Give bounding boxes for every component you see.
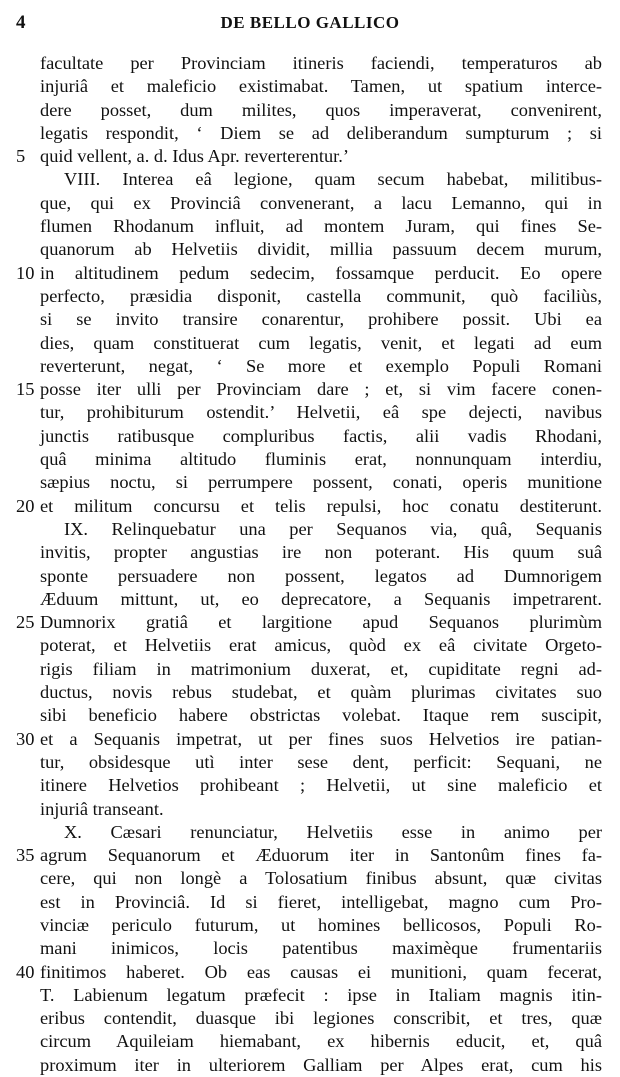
line-text: Æduum mittunt, ut, eo deprecatore, a Sequanis impetrarent. — [40, 588, 602, 609]
line-text: in altitudinem pedum sedecim, fossamque perducit. Eo opere — [40, 262, 602, 283]
text-line — [40, 751, 602, 774]
text-line — [16, 961, 602, 984]
text-line — [40, 332, 602, 355]
line-text: quid vellent, a. d. Idus Apr. reverterentur.’ — [40, 146, 349, 167]
line-text: facultate per Provinciam itineris faciendi, temperaturos ab — [40, 53, 602, 73]
text-line — [40, 634, 602, 657]
text-line — [40, 1054, 602, 1077]
line-number: 15 — [16, 379, 35, 400]
line-text: tur, obsidesque utì inter sese dent, perficit: Sequani, ne — [40, 751, 602, 772]
text-line — [40, 541, 602, 564]
text-line — [40, 914, 602, 937]
line-text: X. Cæsari renunciatur, Helvetiis esse in animo per — [64, 821, 602, 842]
line-number: 10 — [16, 262, 35, 283]
line-text: agrum Sequanorum et Æduorum iter in Santonûm fines fa- — [40, 845, 602, 866]
body-text — [16, 52, 602, 1077]
text-line — [40, 588, 602, 611]
line-text: vinciæ periculo futurum, ut homines bellicosos, Populi Ro- — [40, 914, 602, 935]
line-text: injuriâ transeant. — [40, 798, 164, 819]
line-text: et militum concursu et telis repulsi, hoc conatu destiterunt. — [40, 495, 602, 516]
text-line — [40, 681, 602, 704]
line-number: 30 — [16, 728, 35, 749]
line-text: injuriâ et maleficio existimabat. Tamen, ut spatium interce- — [40, 76, 602, 97]
line-number: 20 — [16, 495, 35, 516]
line-text: poterat, et Helvetiis erat amicus, quòd ex eâ civitate Orgeto- — [40, 635, 602, 656]
line-text: eribus contendit, duasque ibi legiones conscribit, et tres, quæ — [40, 1008, 602, 1029]
line-text: mani inimicos, locis patentibus maximèque frumentariis — [40, 938, 602, 959]
text-line — [16, 495, 602, 518]
text-line — [40, 704, 602, 727]
line-text: tur, prohibiturum ostendit.’ Helvetii, eâ spe dejecti, navibus — [40, 402, 602, 423]
line-number: 5 — [16, 146, 26, 167]
text-line — [16, 378, 602, 401]
line-text: que, qui ex Provinciâ convenerant, a lacu Lemanno, qui in — [40, 192, 602, 213]
line-text: flumen Rhodanum influit, ad montem Juram, qui fines Se- — [40, 216, 602, 237]
text-line — [40, 658, 602, 681]
line-text: sponte persuadere non possent, legatos ad Dumnorigem — [40, 565, 602, 586]
line-text: et a Sequanis impetrat, ut per fines suos Helvetios ire patian- — [40, 728, 602, 749]
text-line — [40, 99, 602, 122]
text-line — [40, 192, 602, 215]
text-line — [40, 285, 602, 308]
text-line — [40, 448, 602, 471]
line-number: 35 — [16, 845, 35, 866]
page-number: 4 — [16, 12, 26, 33]
line-text: si se invito transire conarentur, prohibere possit. Ubi ea — [40, 309, 602, 330]
text-line — [40, 215, 602, 238]
text-line — [40, 308, 602, 331]
line-text: cere, qui non longè a Tolosatium finibus absunt, quæ civitas — [40, 868, 602, 889]
running-title: DE BELLO GALLICO — [220, 13, 400, 32]
text-line — [40, 401, 602, 424]
line-text: dies, quam constituerat cum legatis, venit, et legati ad eum — [40, 332, 602, 353]
line-text: invitis, propter angustias ire non poterant. His quum suâ — [40, 542, 602, 563]
text-line — [40, 52, 602, 75]
text-line — [16, 728, 602, 751]
text-line — [40, 1007, 602, 1030]
text-line — [40, 774, 602, 797]
page-header — [0, 12, 620, 38]
text-line — [40, 821, 602, 844]
line-text: finitimos haberet. Ob eas causas ei munitioni, quam fecerat, — [40, 961, 602, 982]
text-line — [40, 168, 602, 191]
text-line — [40, 867, 602, 890]
line-text: proximum iter in ulteriorem Galliam per Alpes erat, cum his — [40, 1054, 602, 1075]
line-text: circum Aquileiam hiemabant, ex hibernis educit, et, quâ — [40, 1031, 602, 1052]
line-text: legatis respondit, ‘ Diem se ad deliberandum sumpturum ; si — [40, 122, 602, 143]
line-text: quâ minima altitudo fluminis erat, nonnunquam interdiu, — [40, 449, 602, 470]
text-line — [40, 122, 602, 145]
text-line — [40, 937, 602, 960]
text-line — [40, 471, 602, 494]
line-text: reverterunt, negat, ‘ Se more et exemplo Populi Romani — [40, 355, 602, 376]
text-line — [40, 518, 602, 541]
line-text: itinere Helvetios prohibeant ; Helvetii, ut sine maleficio et — [40, 775, 602, 796]
text-line — [40, 984, 602, 1007]
text-line — [40, 798, 602, 821]
line-text: Dumnorix gratiâ et largitione apud Sequanos plurimùm — [40, 612, 602, 633]
line-text: quanorum ab Helvetiis dividit, millia passuum decem murum, — [40, 239, 602, 260]
line-text: sibi beneficio habere obstrictas volebat. Itaque rem suscipit, — [40, 705, 602, 726]
text-line — [40, 565, 602, 588]
text-line — [40, 1030, 602, 1053]
line-text: ductus, novis rebus studebat, et quàm plurimas civitates suo — [40, 682, 602, 703]
line-text: sæpius noctu, si perrumpere possent, conati, operis munitione — [40, 472, 602, 493]
line-text: posse iter ulli per Provinciam dare ; et, si vim facere conen- — [40, 379, 602, 400]
text-line — [16, 262, 602, 285]
text-line — [40, 891, 602, 914]
text-line — [16, 145, 602, 168]
text-line — [40, 238, 602, 261]
line-number: 25 — [16, 612, 35, 633]
line-text: dere posset, dum milites, quos imperaverat, convenirent, — [40, 99, 602, 120]
line-text: perfecto, præsidia disponit, castella communit, quò faciliùs, — [40, 285, 602, 306]
line-text: junctis ratibusque compluribus factis, alii vadis Rhodani, — [40, 425, 602, 446]
text-line — [40, 425, 602, 448]
line-text: IX. Relinquebatur una per Sequanos via, quâ, Sequanis — [64, 518, 602, 539]
text-line — [16, 844, 602, 867]
line-text: est in Provinciâ. Id si fieret, intelligebat, magno cum Pro- — [40, 891, 602, 912]
text-line — [16, 611, 602, 634]
line-number: 40 — [16, 961, 35, 982]
text-line — [40, 355, 602, 378]
text-line — [40, 75, 602, 98]
line-text: T. Labienum legatum præfecit : ipse in Italiam magnis itin- — [40, 984, 602, 1005]
line-text: VIII. Interea eâ legione, quam secum habebat, militibus- — [64, 169, 602, 190]
line-text: rigis filiam in matrimonium duxerat, et, cupiditate regni ad- — [40, 658, 602, 679]
